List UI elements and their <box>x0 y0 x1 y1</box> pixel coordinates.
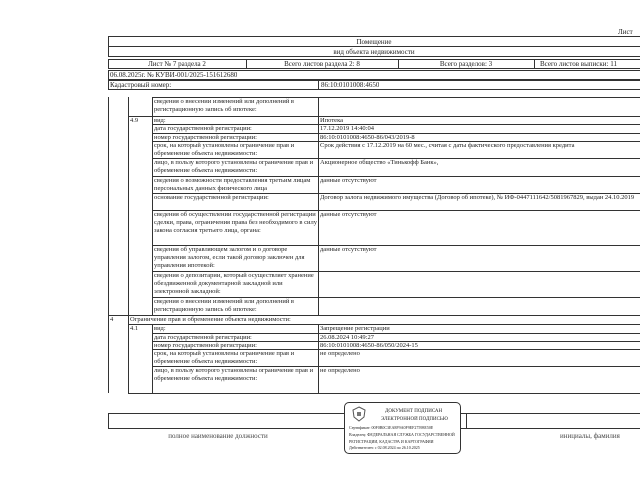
row-label: лицо, в пользу которого установлены ограничение прав и обременение объекта недвижимости: <box>154 159 314 174</box>
row-value <box>318 298 640 315</box>
stamp-certificate: Сертификат: 00F0B0C3EA8F9A0F9EF27598E50E <box>349 425 434 430</box>
stamp-owner: Владелец: ФЕДЕРАЛЬНАЯ СЛУЖБА ГОСУДАРСТВЕННОЙ <box>349 432 455 437</box>
sheet-number: Лист № 7 раздела 2 <box>148 60 206 68</box>
row-value: Запрещение регистрации <box>320 325 390 332</box>
section-sheets: Всего листов раздела 2: 8 <box>284 60 360 68</box>
row-label: номер государственной регистрации: <box>154 134 257 141</box>
row-value: Ипотека <box>320 117 344 124</box>
row-label: срок, на который установлены ограничение прав и обременение объекта недвижимости: <box>154 142 295 157</box>
row-number: 4 <box>110 316 114 323</box>
row-label: дата государственной регистрации: <box>154 334 252 341</box>
row-label: сведения о возможности предоставления третьим лицам персональных данных физического лица <box>154 177 311 192</box>
sections-total: Всего разделов: 3 <box>439 60 493 68</box>
stamp-validity: Действителен: с 02.08.2024 по 26.10.2025 <box>349 445 420 450</box>
electronic-signature-stamp <box>344 402 461 454</box>
coat-of-arms-icon <box>351 406 367 422</box>
row-label: срок, на который установлены ограничение прав и обременение объекта недвижимости: <box>154 350 295 365</box>
row-value: данные отсутствуют <box>320 211 377 218</box>
row-value: Договор залога недвижимого имущества (Договор об ипотеке), № ИФ-0447111642/5081967829, выдан 24.10.2019 <box>320 194 635 201</box>
sheets-total: Всего листов выписки: 11 <box>540 60 617 68</box>
row-label: сведения о внесении изменений или дополнений в регистрационную запись об ипотеке: <box>154 298 294 313</box>
row-value: не определено <box>320 350 360 357</box>
row-label: вид: <box>154 117 166 124</box>
row-value: 17.12.2019 14:40:04 <box>320 125 374 132</box>
row-value <box>318 272 640 297</box>
row-value: 86:10:0101008:4650-86/050/2024-15 <box>320 342 418 349</box>
row-label: вид: <box>154 325 166 332</box>
row-value: 26.08.2024 10:49:27 <box>320 334 374 341</box>
row-value: Срок действия с 17.12.2019 на 60 мес., считая с даты фактического предоставления кредита <box>320 142 575 149</box>
sheet-label: Лист <box>618 28 633 36</box>
row-label: лицо, в пользу которого установлены ограничение прав и обременение объекта недвижимости: <box>154 367 314 382</box>
row-label: сведения об управляющем залогом и о договоре управления залогом, если такой договор заключен для управления ипотекой: <box>154 246 305 269</box>
cadastral-label: Кадастровый номер: <box>110 81 172 89</box>
stamp-title: ДОКУМЕНТ ПОДПИСАН <box>385 409 443 414</box>
name-caption: инициалы, фамилия <box>560 432 620 440</box>
stamp-owner-cont: РЕГИСТРАЦИИ, КАДАСТРА И КАРТОГРАФИИ <box>349 439 434 444</box>
doc-reference: 06.08.2025г. № КУВИ-001/2025-151612680 <box>110 71 238 79</box>
row-value: 86:10:0101008:4650-86/043/2019-8 <box>320 134 415 141</box>
row-label: основание государственной регистрации: <box>154 194 269 201</box>
row-label: сведения о депозитарии, который осуществляет хранение обездвиженной документарной закладной или электронной закладной: <box>154 272 314 295</box>
row-subnumber: 4.9 <box>130 117 139 124</box>
stamp-subtitle: ЭЛЕКТРОННОЙ ПОДПИСЬЮ <box>381 417 448 422</box>
row-label: номер государственной регистрации: <box>154 342 257 349</box>
row-value <box>318 98 640 116</box>
row-value: данные отсутствуют <box>320 246 377 253</box>
row-label: дата государственной регистрации: <box>154 125 252 132</box>
row-value: Акционерное общество «Тинькофф Банк», <box>320 159 439 166</box>
row-subnumber: 4.1 <box>130 325 139 332</box>
row-value: не определено <box>320 367 360 374</box>
row-label: сведения об осуществлении государственной регистрации сделки, права, ограничения права без необходимого в силу закона согласия третьего лица, органа: <box>154 211 317 234</box>
object-type-caption: вид объекта недвижимости <box>333 48 415 56</box>
row-label: Ограничение прав и обременение объекта недвижимости: <box>130 316 291 323</box>
row-label: сведения о внесении изменений или дополнений в регистрационную запись об ипотеке: <box>154 98 294 113</box>
position-caption: полное наименование должности <box>168 432 268 440</box>
row-value: данные отсутствуют <box>320 177 377 184</box>
cadastral-value: 86:10:0101008:4650 <box>321 81 380 89</box>
object-type: Помещение <box>356 38 392 46</box>
